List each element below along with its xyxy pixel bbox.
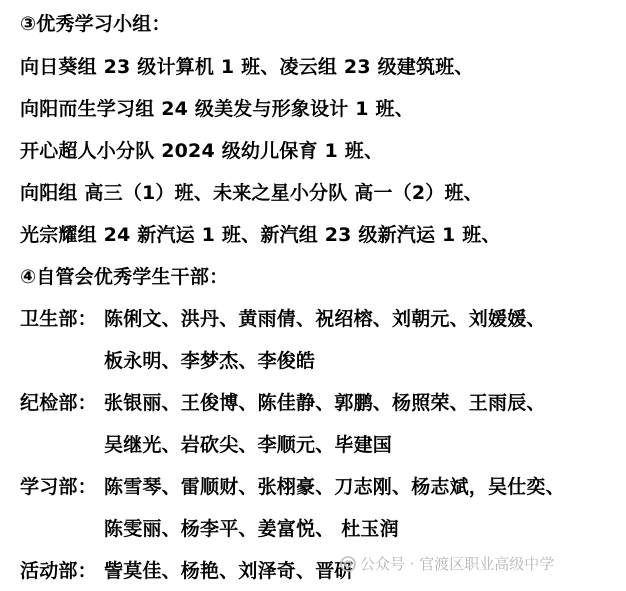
dept-members-study-1: 陈雪琴、雷顺财、张栩豪、刀志刚、杨志斌，吴仕奕、 [104,476,565,498]
section3-heading: ③优秀学习小组： [20,13,171,35]
dept-label-activity: 活动部： [20,560,97,582]
dept-row [20,475,565,499]
dept-members-health-2: 板永明、李梦杰、李俊皓 [104,350,316,372]
dept-members-discipline-1: 张银丽、王俊博、陈佳静、郭鹏、杨照荣、王雨辰、 [104,392,546,414]
dept-members-health-1: 陈俐文、洪丹、黄雨倩、祝绍榕、刘朝元、刘媛媛、 [104,308,546,330]
section3-line-3: 开心超人小分队 2024 级幼儿保育 1 班、 [20,140,384,162]
wechat-official-account-icon [340,556,356,572]
section3-line-4: 向阳组 高三（1）班、未来之星小分队 高一（2）班、 [20,182,483,204]
dept-label-study: 学习部： [20,476,97,498]
watermark-text: 公众号 · 官渡区职业高级中学 [360,555,555,573]
section3-line-2: 向阳而生学习组 24 级美发与形象设计 1 班、 [20,98,414,120]
section3-line-5: 光宗耀组 24 新汽运 1 班、新汽组 23 级新汽运 1 班、 [20,224,501,246]
dept-row [20,391,546,415]
section3-line-1: 向日葵组 23 级计算机 1 班、凌云组 23 级建筑班、 [20,56,474,78]
dept-members-discipline-2: 吴继光、岩砍尖、李顺元、毕建国 [104,434,393,456]
dept-row [20,559,354,583]
dept-members-study-2: 陈雯丽、杨李平、姜富悦、 杜玉润 [104,518,399,540]
dept-label-health: 卫生部： [20,308,97,330]
dept-row [20,307,546,331]
section4-heading: ④自管会优秀学生干部： [20,266,229,288]
dept-members-activity-1: 訾莫佳、杨艳、刘泽奇、晋研 [104,560,354,582]
dept-label-discipline: 纪检部： [20,392,97,414]
watermark [340,554,554,574]
